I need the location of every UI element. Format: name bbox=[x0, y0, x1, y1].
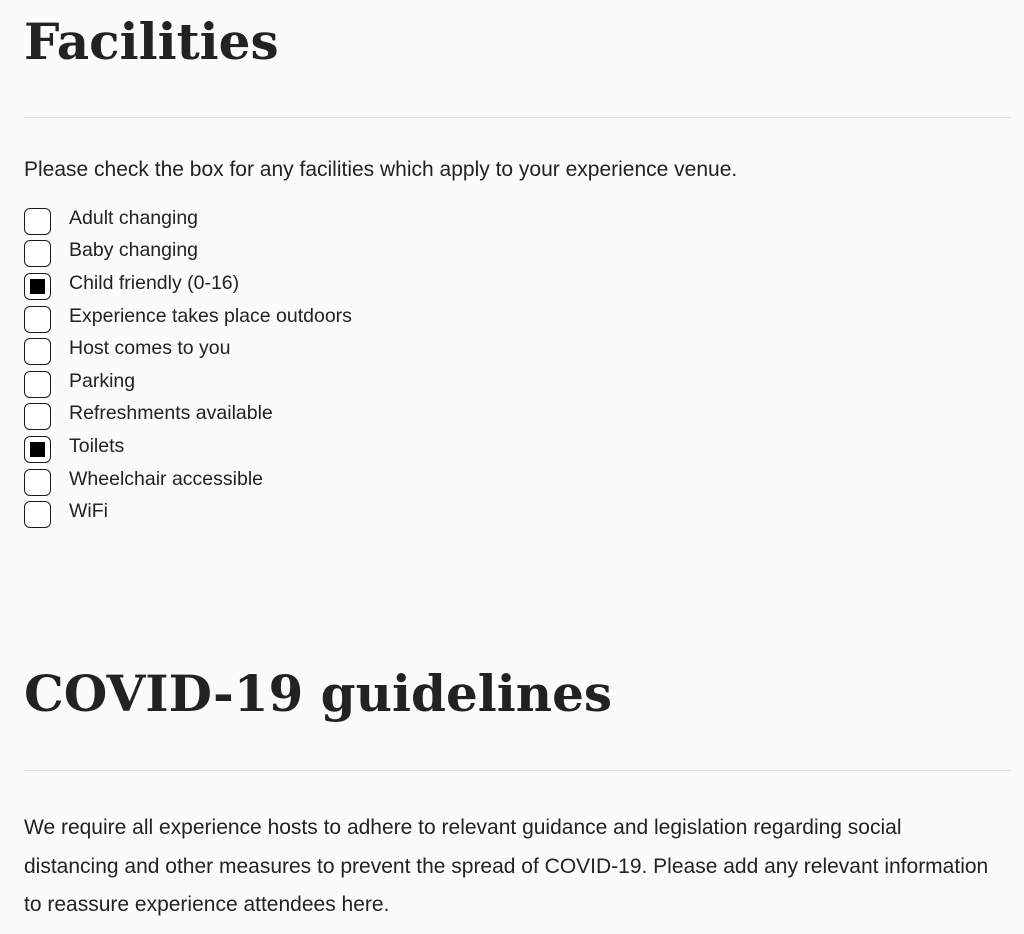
facility-item[interactable] bbox=[24, 301, 352, 334]
checkmark-icon bbox=[30, 279, 45, 294]
facilities-checkbox-list bbox=[24, 203, 352, 529]
facility-checkbox[interactable] bbox=[24, 338, 51, 365]
covid-divider bbox=[24, 770, 1011, 771]
covid-heading: COVID-19 guidelines bbox=[24, 664, 613, 723]
facility-checkbox[interactable] bbox=[24, 436, 51, 463]
facility-label[interactable]: Refreshments available bbox=[69, 402, 273, 425]
facilities-divider bbox=[24, 117, 1011, 118]
facility-label[interactable]: WiFi bbox=[69, 500, 108, 523]
facility-item[interactable] bbox=[24, 203, 352, 236]
facility-label[interactable]: Baby changing bbox=[69, 239, 199, 262]
facility-item[interactable] bbox=[24, 496, 352, 529]
facility-checkbox[interactable] bbox=[24, 240, 51, 267]
facility-item[interactable] bbox=[24, 236, 352, 269]
facility-item[interactable] bbox=[24, 399, 352, 432]
facility-item[interactable] bbox=[24, 366, 352, 399]
facility-checkbox[interactable] bbox=[24, 403, 51, 430]
checkmark-icon bbox=[30, 442, 45, 457]
facility-item[interactable] bbox=[24, 464, 352, 497]
facility-checkbox[interactable] bbox=[24, 501, 51, 528]
facility-label[interactable]: Wheelchair accessible bbox=[69, 467, 264, 490]
facility-item[interactable] bbox=[24, 268, 352, 301]
facility-checkbox[interactable] bbox=[24, 306, 51, 333]
facilities-intro: Please check the box for any facilities which apply to your experience venue. bbox=[24, 158, 738, 181]
facility-label[interactable]: Child friendly (0-16) bbox=[69, 271, 240, 294]
facility-checkbox[interactable] bbox=[24, 469, 51, 496]
facility-label[interactable]: Parking bbox=[69, 369, 136, 392]
facilities-heading: Facilities bbox=[24, 12, 279, 71]
facility-item[interactable] bbox=[24, 333, 352, 366]
facility-checkbox[interactable] bbox=[24, 208, 51, 235]
facility-label[interactable]: Toilets bbox=[69, 434, 125, 457]
facility-checkbox[interactable] bbox=[24, 273, 51, 300]
facility-item[interactable] bbox=[24, 431, 352, 464]
facility-label[interactable]: Experience takes place outdoors bbox=[69, 304, 352, 327]
facility-label[interactable]: Adult changing bbox=[69, 206, 199, 229]
facility-checkbox[interactable] bbox=[24, 371, 51, 398]
covid-description: We require all experience hosts to adhere to relevant guidance and legislation regarding social distancing and other measures to prevent the spread of COVID-19. Please add any relevant information to reassure experience attendees here. bbox=[24, 816, 989, 916]
facility-label[interactable]: Host comes to you bbox=[69, 337, 231, 360]
